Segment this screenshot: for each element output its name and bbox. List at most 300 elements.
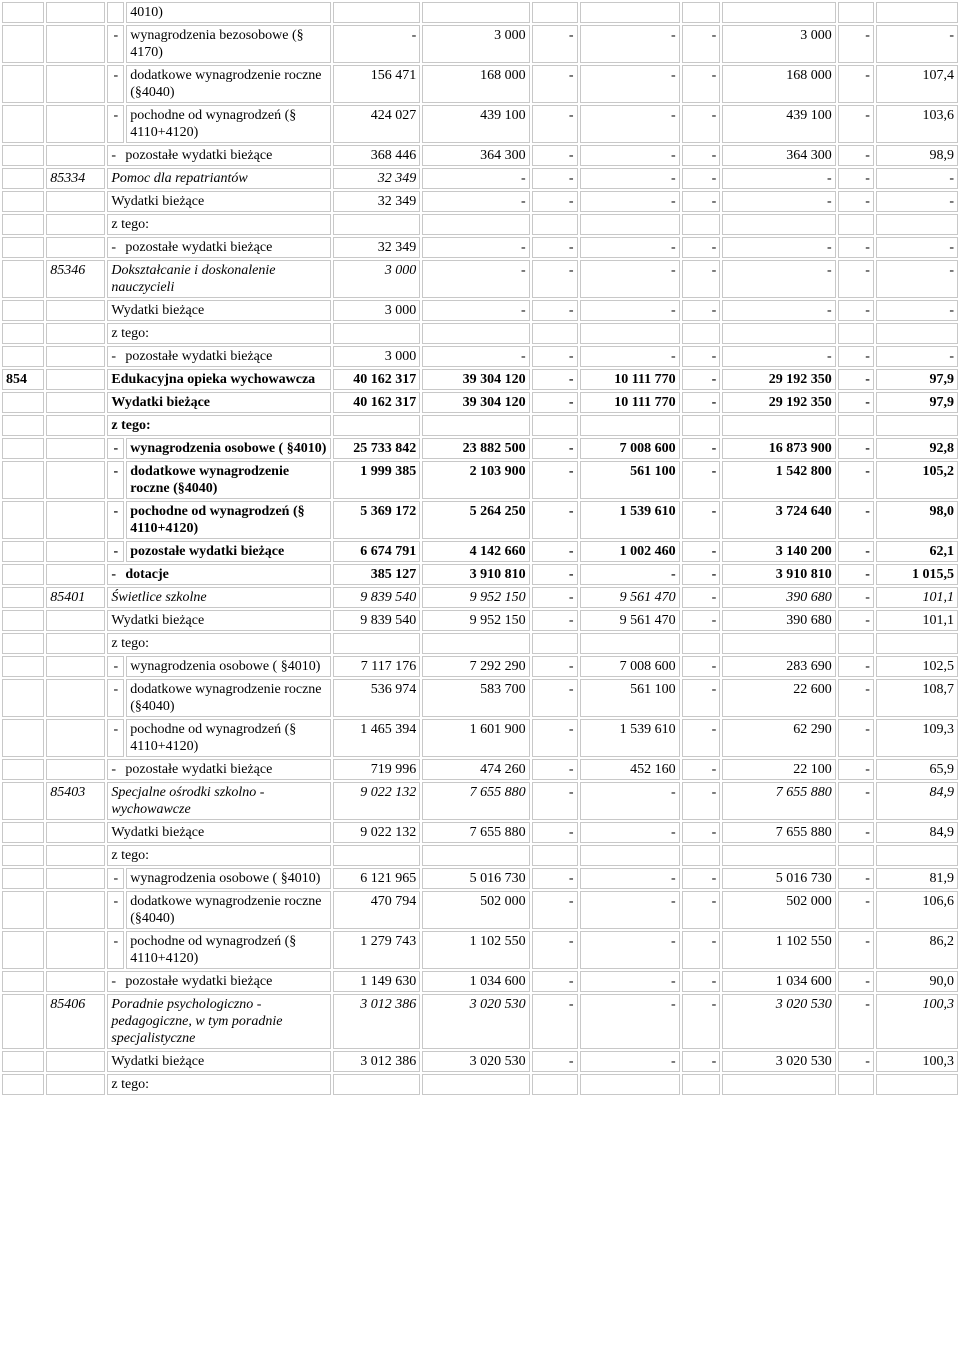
- table-row: [2, 145, 958, 166]
- value-cell: -: [532, 891, 578, 929]
- value-cell: 3 020 530: [422, 1051, 529, 1072]
- division-cell: [2, 145, 44, 166]
- value-cell: -: [422, 191, 529, 212]
- value-cell: -: [532, 719, 578, 757]
- value-cell: 3 012 386: [333, 994, 420, 1049]
- table-row: [2, 1051, 958, 1072]
- empty-cell: [722, 415, 835, 436]
- chapter-cell: [46, 679, 105, 717]
- item-label: dodatkowe wynagrodzenie roczne (§4040): [126, 891, 331, 929]
- value-cell: 5 016 730: [422, 868, 529, 889]
- division-cell: [2, 65, 44, 103]
- chapter-cell: [46, 868, 105, 889]
- value-cell: 62,1: [876, 541, 958, 562]
- value-cell: -: [333, 25, 420, 63]
- division-cell: [2, 719, 44, 757]
- value-cell: [422, 2, 529, 23]
- division-cell: [2, 415, 44, 436]
- chapter-cell: [46, 438, 105, 459]
- value-cell: 3 000: [422, 25, 529, 63]
- value-cell: -: [580, 105, 680, 143]
- value-cell: -: [422, 346, 529, 367]
- empty-cell: [333, 845, 420, 866]
- division-cell: [2, 346, 44, 367]
- value-cell: -: [838, 346, 874, 367]
- value-cell: -: [838, 868, 874, 889]
- value-cell: 1 015,5: [876, 564, 958, 585]
- table-row: [2, 656, 958, 677]
- value-cell: -: [838, 25, 874, 63]
- table-row: [2, 25, 958, 63]
- division-cell: [2, 191, 44, 212]
- value-cell: 502 000: [422, 891, 529, 929]
- value-cell: 9 022 132: [333, 822, 420, 843]
- value-cell: -: [580, 145, 680, 166]
- expense-label: Wydatki bieżące: [107, 300, 331, 321]
- empty-cell: [722, 633, 835, 654]
- empty-cell: [722, 1074, 835, 1095]
- value-cell: 84,9: [876, 822, 958, 843]
- chapter-cell: [46, 656, 105, 677]
- value-cell: -: [682, 868, 721, 889]
- value-cell: 470 794: [333, 891, 420, 929]
- empty-cell: [682, 845, 721, 866]
- chapter-cell: [46, 369, 105, 390]
- value-cell: 5 369 172: [333, 501, 420, 539]
- value-cell: -: [532, 971, 578, 992]
- value-cell: -: [422, 300, 529, 321]
- dash-cell: -: [107, 105, 124, 143]
- chapter-cell: [46, 633, 105, 654]
- value-cell: -: [532, 346, 578, 367]
- value-cell: -: [682, 679, 721, 717]
- value-cell: 9 561 470: [580, 587, 680, 608]
- value-cell: -: [682, 610, 721, 631]
- division-cell: [2, 679, 44, 717]
- chapter-cell: [46, 25, 105, 63]
- value-cell: 6 674 791: [333, 541, 420, 562]
- value-cell: -: [682, 971, 721, 992]
- table-row: [2, 782, 958, 820]
- value-cell: 390 680: [722, 610, 835, 631]
- value-cell: -: [838, 679, 874, 717]
- value-cell: 385 127: [333, 564, 420, 585]
- value-cell: -: [682, 260, 721, 298]
- value-cell: -: [838, 438, 874, 459]
- chapter-cell: [46, 191, 105, 212]
- value-cell: 81,9: [876, 868, 958, 889]
- value-cell: -: [722, 168, 835, 189]
- division-cell: [2, 891, 44, 929]
- dash-cell: -: [107, 541, 124, 562]
- division-cell: [2, 25, 44, 63]
- value-cell: 439 100: [722, 105, 835, 143]
- value-cell: 40 162 317: [333, 369, 420, 390]
- value-cell: 583 700: [422, 679, 529, 717]
- value-cell: -: [532, 541, 578, 562]
- division-cell: [2, 438, 44, 459]
- empty-cell: [422, 415, 529, 436]
- value-cell: 9 952 150: [422, 587, 529, 608]
- table-row: [2, 822, 958, 843]
- dash-cell: -: [107, 891, 124, 929]
- value-cell: -: [682, 369, 721, 390]
- value-cell: -: [838, 369, 874, 390]
- value-cell: -: [876, 237, 958, 258]
- value-cell: -: [838, 541, 874, 562]
- value-cell: 3 020 530: [422, 994, 529, 1049]
- value-cell: 3 020 530: [722, 1051, 835, 1072]
- value-cell: -: [532, 260, 578, 298]
- value-cell: [580, 2, 680, 23]
- chapter-code: 85401: [46, 587, 105, 608]
- value-cell: 97,9: [876, 392, 958, 413]
- value-cell: 1 034 600: [422, 971, 529, 992]
- value-cell: -: [682, 501, 721, 539]
- value-cell: -: [580, 168, 680, 189]
- value-cell: 3 000: [333, 300, 420, 321]
- value-cell: -: [838, 719, 874, 757]
- division-cell: [2, 759, 44, 780]
- value-cell: 9 952 150: [422, 610, 529, 631]
- value-cell: -: [580, 346, 680, 367]
- chapter-cell: [46, 237, 105, 258]
- table-row: [2, 415, 958, 436]
- value-cell: -: [722, 260, 835, 298]
- value-cell: -: [580, 822, 680, 843]
- division-cell: [2, 868, 44, 889]
- value-cell: [876, 2, 958, 23]
- value-cell: -: [682, 891, 721, 929]
- chapter-cell: [46, 415, 105, 436]
- empty-cell: [876, 415, 958, 436]
- value-cell: -: [580, 891, 680, 929]
- division-cell: [2, 633, 44, 654]
- value-cell: -: [838, 994, 874, 1049]
- value-cell: -: [532, 65, 578, 103]
- table-row: [2, 501, 958, 539]
- chapter-cell: [46, 564, 105, 585]
- value-cell: 3 910 810: [422, 564, 529, 585]
- division-cell: [2, 1051, 44, 1072]
- value-cell: -: [682, 931, 721, 969]
- empty-cell: [532, 323, 578, 344]
- chapter-cell: [46, 845, 105, 866]
- table-row: [2, 931, 958, 969]
- value-cell: 4 142 660: [422, 541, 529, 562]
- value-cell: 1 542 800: [722, 461, 835, 499]
- table-row: [2, 438, 958, 459]
- table-body-top: [2, 2, 958, 367]
- division-cell: [2, 2, 44, 23]
- value-cell: -: [580, 782, 680, 820]
- value-cell: -: [682, 587, 721, 608]
- empty-cell: [838, 214, 874, 235]
- value-cell: -: [682, 145, 721, 166]
- empty-cell: [876, 323, 958, 344]
- value-cell: -: [682, 65, 721, 103]
- value-cell: -: [838, 260, 874, 298]
- value-cell: 5 264 250: [422, 501, 529, 539]
- empty-cell: [682, 214, 721, 235]
- value-cell: -: [682, 191, 721, 212]
- dash-cell: -: [107, 656, 124, 677]
- value-cell: 9 839 540: [333, 610, 420, 631]
- value-cell: -: [682, 541, 721, 562]
- value-cell: 106,6: [876, 891, 958, 929]
- division-title: Edukacyjna opieka wychowawcza: [107, 369, 331, 390]
- empty-cell: [876, 214, 958, 235]
- chapter-code: 85403: [46, 782, 105, 820]
- item-label: pochodne od wynagrodzeń (§ 4110+4120): [126, 931, 331, 969]
- value-cell: 25 733 842: [333, 438, 420, 459]
- item-label: dodatkowe wynagrodzenie roczne (§4040): [126, 461, 331, 499]
- value-cell: -: [580, 1051, 680, 1072]
- value-cell: -: [532, 438, 578, 459]
- empty-cell: [422, 323, 529, 344]
- value-cell: 16 873 900: [722, 438, 835, 459]
- empty-cell: [876, 1074, 958, 1095]
- value-cell: 1 149 630: [333, 971, 420, 992]
- value-cell: 1 999 385: [333, 461, 420, 499]
- value-cell: 7 008 600: [580, 656, 680, 677]
- value-cell: -: [838, 822, 874, 843]
- value-cell: -: [722, 300, 835, 321]
- empty-cell: [682, 1074, 721, 1095]
- ztego-label: z tego:: [107, 323, 331, 344]
- value-cell: -: [838, 610, 874, 631]
- value-cell: 100,3: [876, 1051, 958, 1072]
- chapter-cell: [46, 759, 105, 780]
- value-cell: 1 539 610: [580, 501, 680, 539]
- value-cell: 7 655 880: [722, 822, 835, 843]
- value-cell: -: [838, 461, 874, 499]
- value-cell: -: [682, 1051, 721, 1072]
- value-cell: 23 882 500: [422, 438, 529, 459]
- table-row: [2, 868, 958, 889]
- chapter-cell: [46, 392, 105, 413]
- value-cell: 1 102 550: [722, 931, 835, 969]
- table-row: [2, 105, 958, 143]
- empty-cell: [580, 1074, 680, 1095]
- item-label: 4010): [126, 2, 331, 23]
- value-cell: 1 102 550: [422, 931, 529, 969]
- item-label: wynagrodzenia osobowe ( §4010): [126, 438, 331, 459]
- empty-cell: [682, 323, 721, 344]
- value-cell: -: [838, 891, 874, 929]
- value-cell: -: [532, 191, 578, 212]
- table-row: [2, 564, 958, 585]
- value-cell: -: [532, 105, 578, 143]
- chapter-cell: [46, 541, 105, 562]
- value-cell: 3 000: [333, 260, 420, 298]
- table-row: [2, 633, 958, 654]
- value-cell: 65,9: [876, 759, 958, 780]
- empty-cell: [682, 633, 721, 654]
- table-row: [2, 369, 958, 390]
- division-cell: [2, 214, 44, 235]
- table-row: [2, 719, 958, 757]
- value-cell: 283 690: [722, 656, 835, 677]
- value-cell: 368 446: [333, 145, 420, 166]
- value-cell: -: [838, 564, 874, 585]
- value-cell: 3 000: [722, 25, 835, 63]
- value-cell: -: [580, 868, 680, 889]
- table-row: [2, 214, 958, 235]
- value-cell: -: [876, 300, 958, 321]
- chapter-cell: [46, 461, 105, 499]
- division-cell: [2, 541, 44, 562]
- chapter-code: 85346: [46, 260, 105, 298]
- empty-cell: [532, 1074, 578, 1095]
- dash-cell: -: [107, 65, 124, 103]
- value-cell: 7 655 880: [422, 822, 529, 843]
- value-cell: 6 121 965: [333, 868, 420, 889]
- value-cell: -: [532, 564, 578, 585]
- dash-cell: -: [107, 461, 124, 499]
- value-cell: [722, 2, 835, 23]
- value-cell: -: [838, 65, 874, 103]
- table-row: [2, 610, 958, 631]
- value-cell: -: [532, 587, 578, 608]
- value-cell: 32 349: [333, 237, 420, 258]
- value-cell: -: [532, 168, 578, 189]
- chapter-cell: [46, 891, 105, 929]
- value-cell: 9 839 540: [333, 587, 420, 608]
- value-cell: -: [838, 237, 874, 258]
- division-cell: [2, 587, 44, 608]
- division-cell: [2, 610, 44, 631]
- value-cell: -: [682, 994, 721, 1049]
- value-cell: 22 600: [722, 679, 835, 717]
- division-cell: [2, 260, 44, 298]
- division-code: 854: [2, 369, 44, 390]
- dash-cell: [107, 2, 124, 23]
- division-cell: [2, 971, 44, 992]
- value-cell: 2 103 900: [422, 461, 529, 499]
- value-cell: 107,4: [876, 65, 958, 103]
- value-cell: -: [722, 346, 835, 367]
- dash-cell: -: [107, 868, 124, 889]
- item-label: dodatkowe wynagrodzenie roczne (§4040): [126, 679, 331, 717]
- item-label: pozostałe wydatki bieżące: [126, 541, 331, 562]
- empty-cell: [838, 1074, 874, 1095]
- table-row: [2, 971, 958, 992]
- chapter-cell: [46, 971, 105, 992]
- value-cell: 29 192 350: [722, 369, 835, 390]
- value-cell: -: [580, 931, 680, 969]
- value-cell: -: [532, 145, 578, 166]
- value-cell: -: [682, 438, 721, 459]
- empty-cell: [333, 214, 420, 235]
- expense-label: Wydatki bieżące: [107, 610, 331, 631]
- value-cell: 3 140 200: [722, 541, 835, 562]
- value-cell: 109,3: [876, 719, 958, 757]
- table-row: [2, 346, 958, 367]
- value-cell: 101,1: [876, 610, 958, 631]
- table-row: [2, 891, 958, 929]
- value-cell: 1 539 610: [580, 719, 680, 757]
- item-label: wynagrodzenia osobowe ( §4010): [126, 656, 331, 677]
- value-cell: -: [682, 300, 721, 321]
- value-cell: -: [682, 237, 721, 258]
- value-cell: -: [838, 587, 874, 608]
- value-cell: 719 996: [333, 759, 420, 780]
- table-row: [2, 168, 958, 189]
- empty-cell: [422, 214, 529, 235]
- empty-cell: [838, 415, 874, 436]
- value-cell: 39 304 120: [422, 369, 529, 390]
- value-cell: -: [876, 346, 958, 367]
- division-cell: [2, 392, 44, 413]
- table-row: [2, 845, 958, 866]
- value-cell: -: [580, 191, 680, 212]
- empty-cell: [722, 323, 835, 344]
- value-cell: 98,9: [876, 145, 958, 166]
- value-cell: 390 680: [722, 587, 835, 608]
- value-cell: 62 290: [722, 719, 835, 757]
- value-cell: -: [838, 191, 874, 212]
- chapter-title: Dokształcanie i doskonalenie nauczycieli: [107, 260, 331, 298]
- value-cell: -: [682, 105, 721, 143]
- value-cell: -: [838, 501, 874, 539]
- item-label: pochodne od wynagrodzeń (§ 4110+4120): [126, 501, 331, 539]
- value-cell: -: [580, 300, 680, 321]
- table-row: [2, 2, 958, 23]
- value-cell: -: [682, 759, 721, 780]
- division-cell: [2, 461, 44, 499]
- value-cell: -: [838, 392, 874, 413]
- value-cell: [682, 2, 721, 23]
- chapter-cell: [46, 822, 105, 843]
- value-cell: 561 100: [580, 679, 680, 717]
- ztego-label: z tego:: [107, 214, 331, 235]
- value-cell: 101,1: [876, 587, 958, 608]
- empty-cell: [580, 845, 680, 866]
- value-cell: -: [682, 656, 721, 677]
- value-cell: -: [682, 392, 721, 413]
- value-cell: 40 162 317: [333, 392, 420, 413]
- value-cell: -: [838, 931, 874, 969]
- ztego-label: z tego:: [107, 415, 331, 436]
- value-cell: -: [532, 392, 578, 413]
- table-row: [2, 541, 958, 562]
- value-cell: -: [838, 656, 874, 677]
- value-cell: 103,6: [876, 105, 958, 143]
- empty-cell: [580, 415, 680, 436]
- value-cell: -: [682, 168, 721, 189]
- value-cell: 168 000: [722, 65, 835, 103]
- value-cell: 105,2: [876, 461, 958, 499]
- table-row: [2, 237, 958, 258]
- chapter-cell: [46, 610, 105, 631]
- chapter-cell: [46, 501, 105, 539]
- dash-cell: -: [107, 438, 124, 459]
- empty-cell: [532, 633, 578, 654]
- table-row: [2, 65, 958, 103]
- value-cell: -: [682, 346, 721, 367]
- table-row: [2, 994, 958, 1049]
- value-cell: [532, 2, 578, 23]
- value-cell: -: [838, 300, 874, 321]
- chapter-cell: [46, 65, 105, 103]
- empty-cell: [838, 323, 874, 344]
- value-cell: 39 304 120: [422, 392, 529, 413]
- item-label: - pozostałe wydatki bieżące: [107, 237, 331, 258]
- chapter-cell: [46, 323, 105, 344]
- value-cell: -: [532, 237, 578, 258]
- value-cell: 9 022 132: [333, 782, 420, 820]
